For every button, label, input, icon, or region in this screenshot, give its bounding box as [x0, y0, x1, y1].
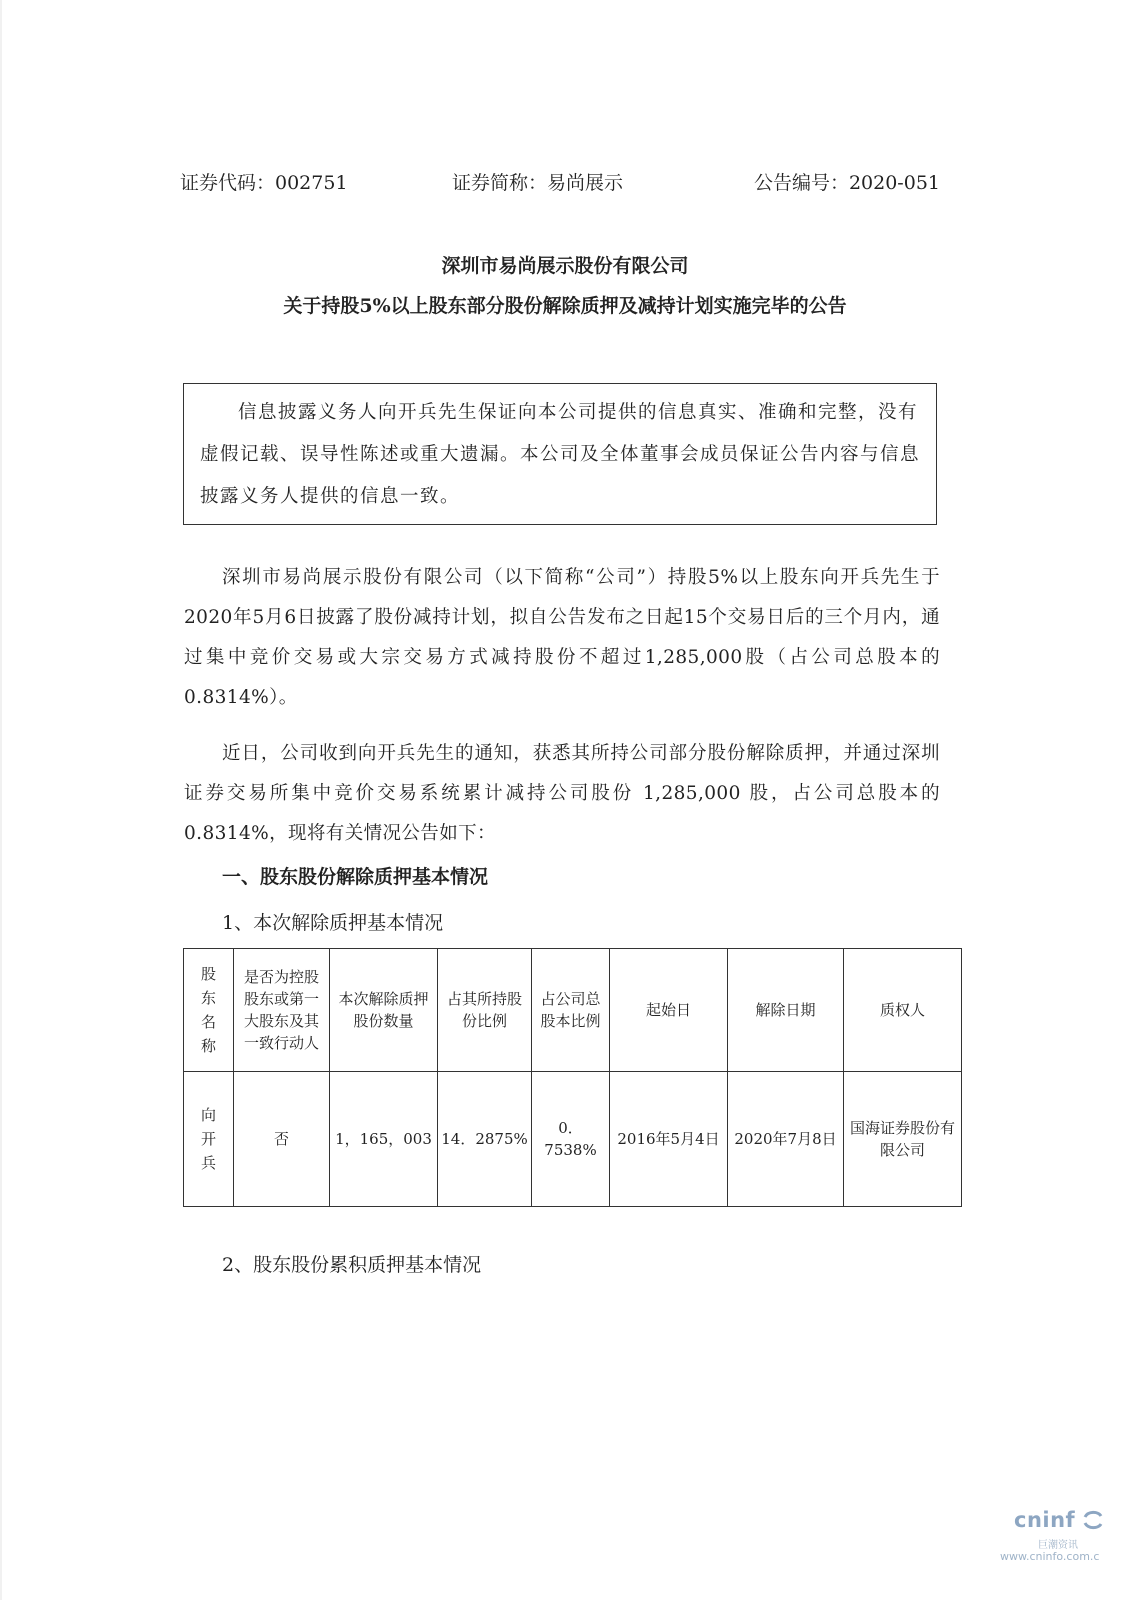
table-header-cell: 解除日期 — [728, 949, 844, 1072]
table-header-cell: 起始日 — [610, 949, 728, 1072]
table-header-row — [184, 949, 962, 1072]
body-paragraph-1: 深圳市易尚展示股份有限公司（以下简称“公司”）持股5%以上股东向开兵先生于2020年5月6日披露了股份减持计划，拟自公告发布之日起15个交易日后的三个月内，通过集中竞价交易或大宗交易方式减持股份不超过1,285,000股（占公司总股本的0.8314%）。 — [184, 567, 940, 708]
cninfo-swirl-icon — [1082, 1509, 1104, 1531]
subsection-heading-2: 2、股东股份累积质押基本情况 — [222, 1254, 482, 1276]
table-cell: 14．2875% — [438, 1072, 532, 1207]
table-cell: 国海证券股份有限公司 — [844, 1072, 962, 1207]
stock-code: 证券代码：002751 — [180, 172, 348, 194]
disclosure-notice-box — [183, 383, 937, 525]
announcement-subject: 关于持股5%以上股东部分股份解除质押及减持计划实施完毕的公告 — [283, 295, 847, 317]
table-cell: 0．7538% — [532, 1072, 610, 1207]
document-header — [180, 168, 940, 200]
body-paragraph-2: 近日，公司收到向开兵先生的通知，获悉其所持公司部分股份解除质押，并通过深圳证券交易所集中竞价交易系统累计减持公司股份 1,285,000 股，占公司总股本的 0.8314%，现将有关情况公告如下： — [184, 743, 940, 844]
table-header-cell: 占公司总股本比例 — [532, 949, 610, 1072]
table-header-cell: 股东名称 — [184, 949, 234, 1072]
table-header-cell: 本次解除质押股份数量 — [330, 949, 438, 1072]
announcement-number: 公告编号：2020-051 — [753, 172, 940, 194]
table-header-cell: 质权人 — [844, 949, 962, 1072]
cninfo-logo-text: cninf — [1014, 1508, 1076, 1532]
document-title — [130, 246, 1000, 326]
cninfo-url: www.cninfo.com.c — [1000, 1550, 1100, 1563]
disclosure-notice-text: 信息披露义务人向开兵先生保证向本公司提供的信息真实、准确和完整，没有虚假记载、误导性陈述或重大遗漏。本公司及全体董事会成员保证公告内容与信息披露义务人提供的信息一致。 — [200, 402, 921, 507]
table-row — [184, 1072, 962, 1207]
table-header-cell: 占其所持股份比例 — [438, 949, 532, 1072]
table-cell: 1，165，003 — [330, 1072, 438, 1207]
section-heading: 一、股东股份解除质押基本情况 — [222, 866, 489, 888]
stock-abbreviation: 证券简称：易尚展示 — [452, 172, 624, 194]
cninfo-chinese-name: 巨潮资讯 — [1038, 1540, 1078, 1551]
table-cell: 向开兵 — [184, 1072, 234, 1207]
table-cell: 2020年7月8日 — [728, 1072, 844, 1207]
subsection-heading-1: 1、本次解除质押基本情况 — [222, 912, 444, 934]
cninfo-watermark — [1000, 1508, 1120, 1568]
table-header-cell: 是否为控股股东或第一大股东及其一致行动人 — [234, 949, 330, 1072]
company-name: 深圳市易尚展示股份有限公司 — [441, 255, 689, 277]
table-cell: 否 — [234, 1072, 330, 1207]
table-cell: 2016年5月4日 — [610, 1072, 728, 1207]
pledge-release-table — [183, 948, 962, 1207]
